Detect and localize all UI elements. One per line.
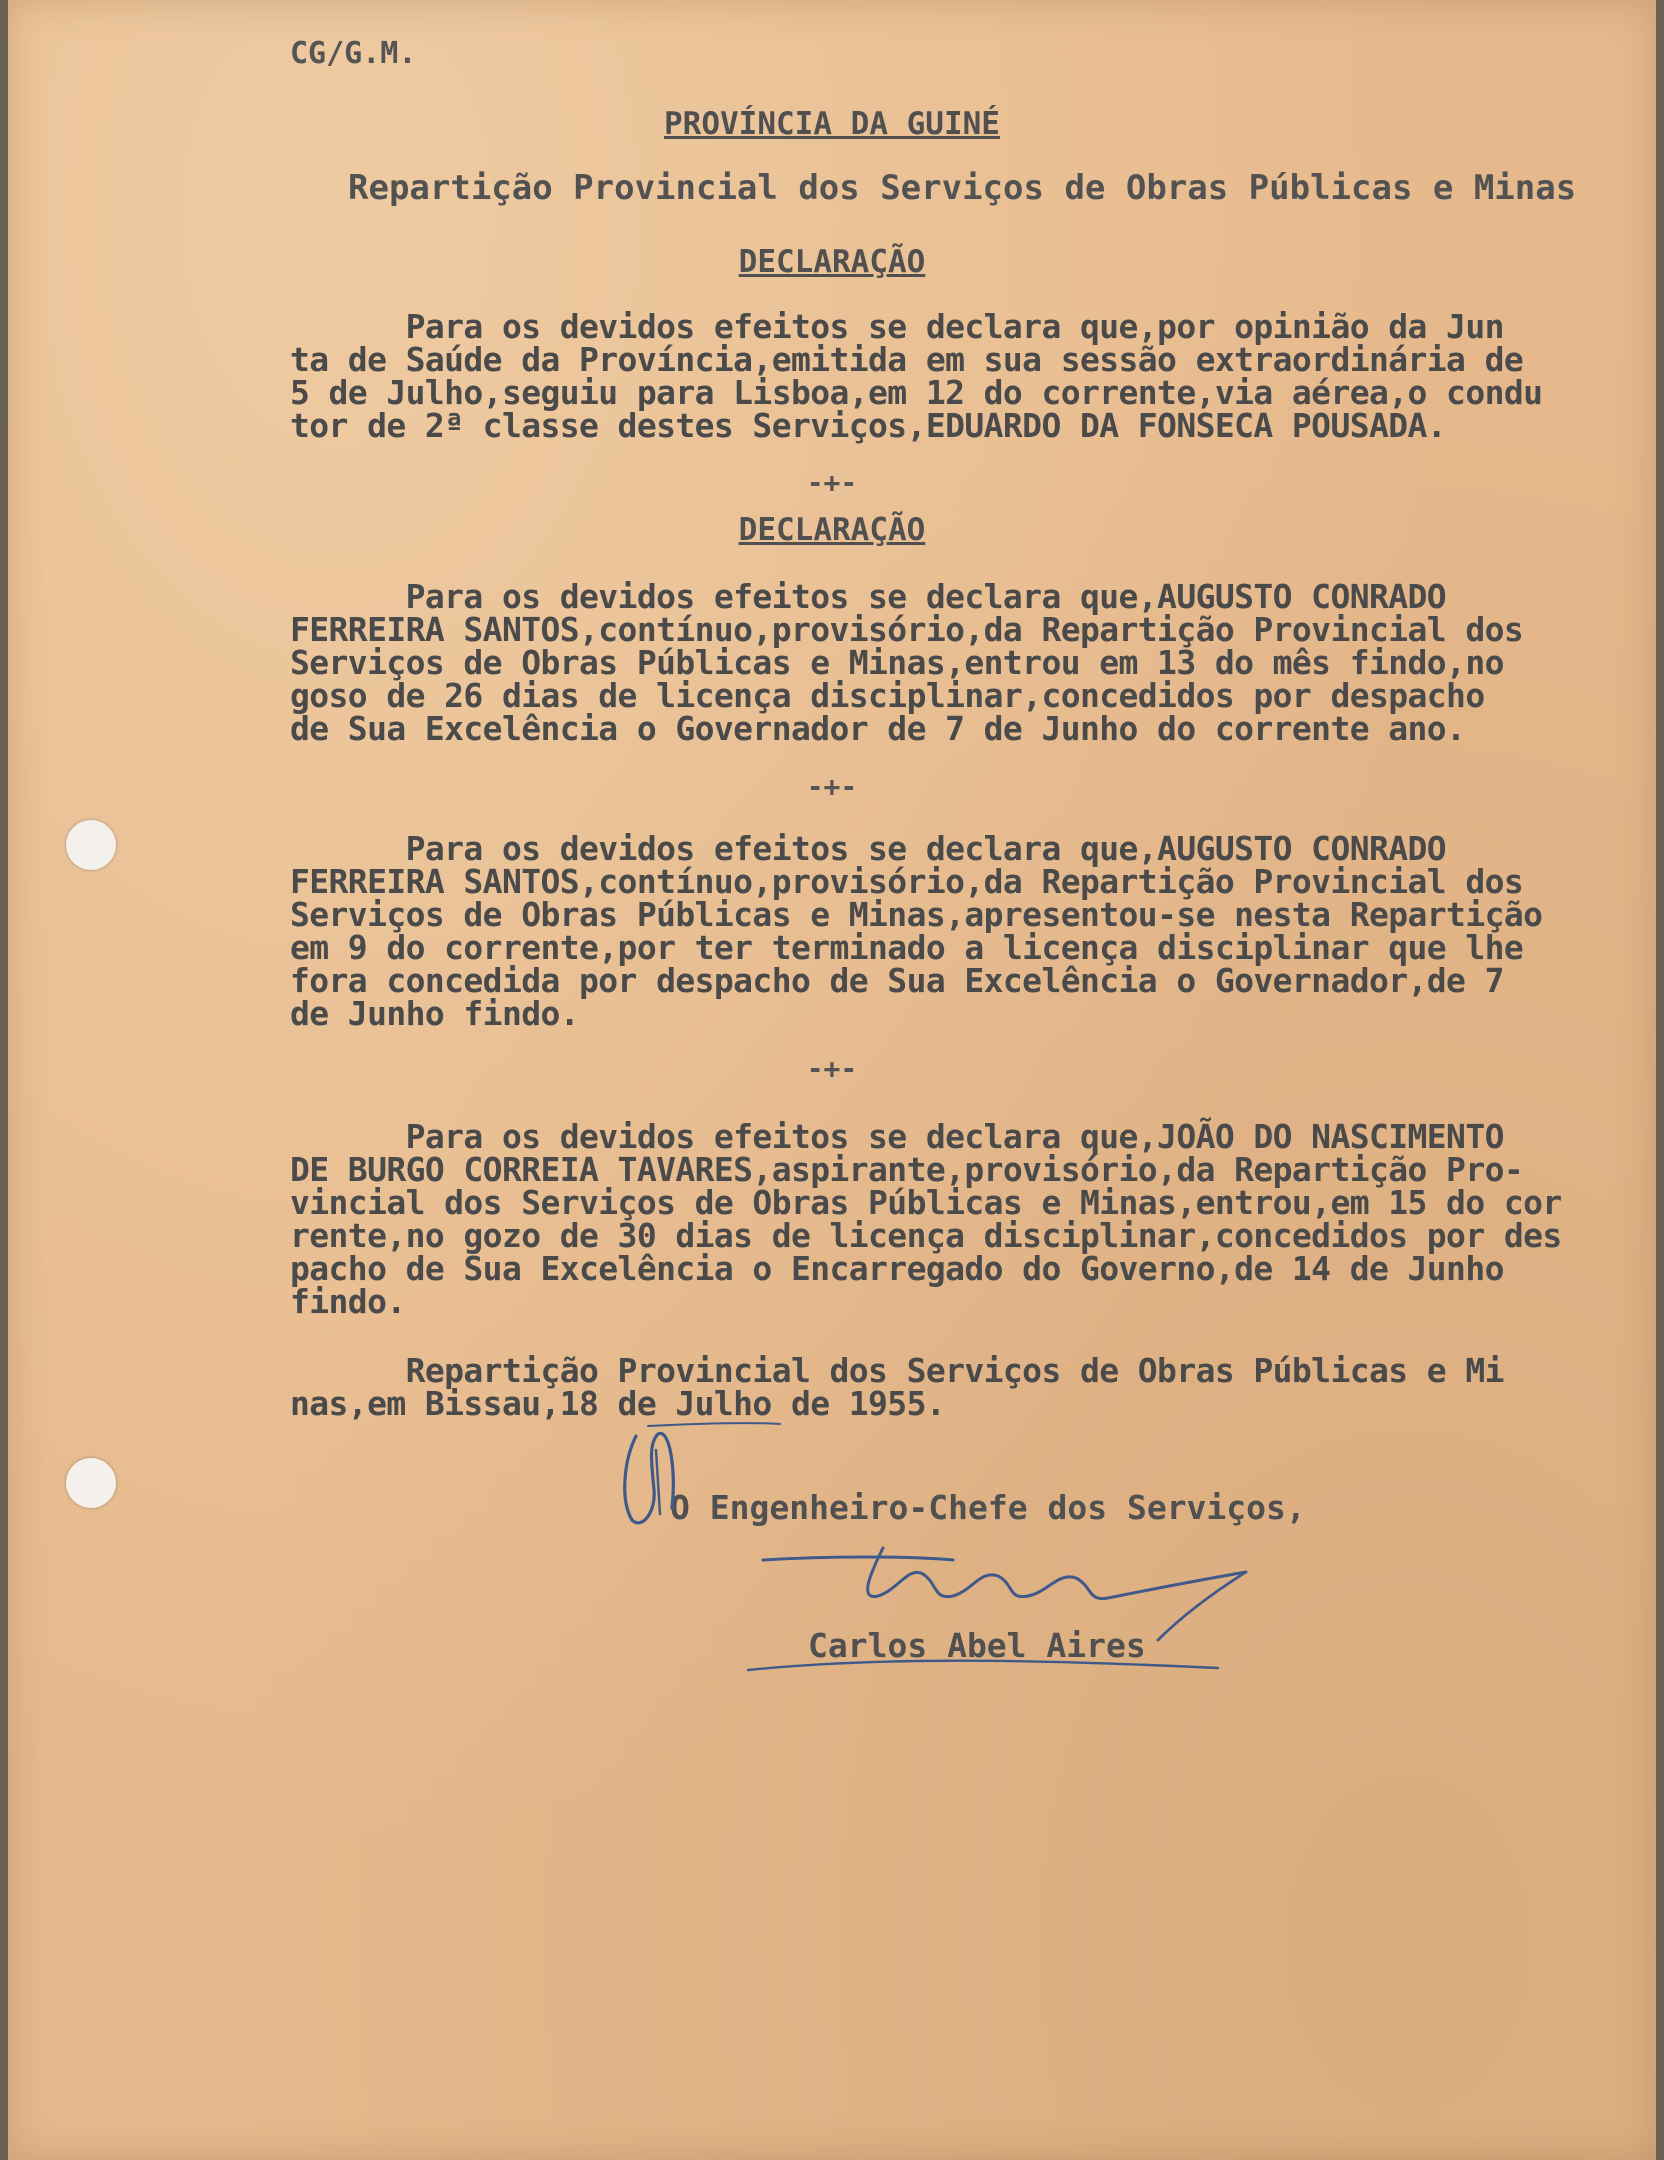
paragraph-line: Serviços de Obras Públicas e Minas,apresentou-se nesta Repartição xyxy=(290,895,1543,934)
paragraph-line: tor de 2ª classe destes Serviços,EDUARDO DA FONSECA POUSADA. xyxy=(290,406,1447,445)
pen-marks xyxy=(8,0,1656,2160)
handwritten-signature xyxy=(763,1548,1246,1599)
separator-3: -+- xyxy=(806,1052,858,1085)
paragraph-line: de Sua Excelência o Governador de 7 de Junho do corrente ano. xyxy=(290,709,1466,748)
paragraph-line: FERREIRA SANTOS,contínuo,provisório,da Repartição Provincial dos xyxy=(290,862,1524,901)
paragraph-line: rente,no gozo de 30 dias de licença disciplinar,concedidos por des xyxy=(290,1216,1562,1255)
initials-mark xyxy=(625,1433,673,1522)
paragraph-line: findo. xyxy=(290,1282,406,1321)
signatory-name: Carlos Abel Aires xyxy=(808,1626,1146,1665)
signatory-title: O Engenheiro-Chefe dos Serviços, xyxy=(670,1488,1306,1527)
paragraph-line: ta de Saúde da Província,emitida em sua sessão extraordinária de xyxy=(290,340,1524,379)
paragraph-line: de Junho findo. xyxy=(290,994,580,1033)
paragraph-line: FERREIRA SANTOS,contínuo,provisório,da Repartição Provincial dos xyxy=(290,610,1524,649)
paragraph-line: nas,em Bissau,18 de Julho de 1955. xyxy=(290,1384,946,1423)
paragraph-line: DE BURGO CORREIA TAVARES,aspirante,provisório,da Repartição Pro- xyxy=(290,1150,1524,1189)
paragraph-line: vincial dos Serviços de Obras Públicas e Minas,entrou,em 15 do cor xyxy=(290,1183,1562,1222)
paragraph-line: Serviços de Obras Públicas e Minas,entrou em 13 do mês findo,no xyxy=(290,643,1504,682)
name-underline xyxy=(748,1661,1218,1670)
paragraph-line: Para os devidos efeitos se declara que,JOÃO DO NASCIMENTO xyxy=(290,1117,1504,1156)
paragraph-line: 5 de Julho,seguiu para Lisboa,em 12 do corrente,via aérea,o condu xyxy=(290,373,1543,412)
paragraph-line: em 9 do corrente,por ter terminado a licença disciplinar que lhe xyxy=(290,928,1524,967)
declaration-heading-1: DECLARAÇÃO xyxy=(738,244,926,280)
paragraph-line: Para os devidos efeitos se declara que,AUGUSTO CONRADO xyxy=(290,577,1447,616)
paragraph-line: goso de 26 dias de licença disciplinar,concedidos por despacho xyxy=(290,676,1485,715)
separator-2: -+- xyxy=(806,770,858,803)
declaration-heading-2: DECLARAÇÃO xyxy=(738,512,926,548)
province-title: PROVÍNCIA DA GUINÉ xyxy=(664,106,1000,142)
paragraph-line: fora concedida por despacho de Sua Excelência o Governador,de 7 xyxy=(290,961,1504,1000)
paragraph-line: Repartição Provincial dos Serviços de Obras Públicas e Mi xyxy=(290,1351,1504,1390)
paragraph-line: Para os devidos efeitos se declara que,por opinião da Jun xyxy=(290,307,1504,346)
department-name: Repartição Provincial dos Serviços de Obras Públicas e Minas xyxy=(348,168,1577,208)
paragraph-line: Para os devidos efeitos se declara que,AUGUSTO CONRADO xyxy=(290,829,1447,868)
separator-1: -+- xyxy=(806,466,858,499)
paragraph-line: pacho de Sua Excelência o Encarregado do Governo,de 14 de Junho xyxy=(290,1249,1504,1288)
document-page xyxy=(8,0,1656,2160)
reference-code: CG/G.M. xyxy=(290,36,417,71)
